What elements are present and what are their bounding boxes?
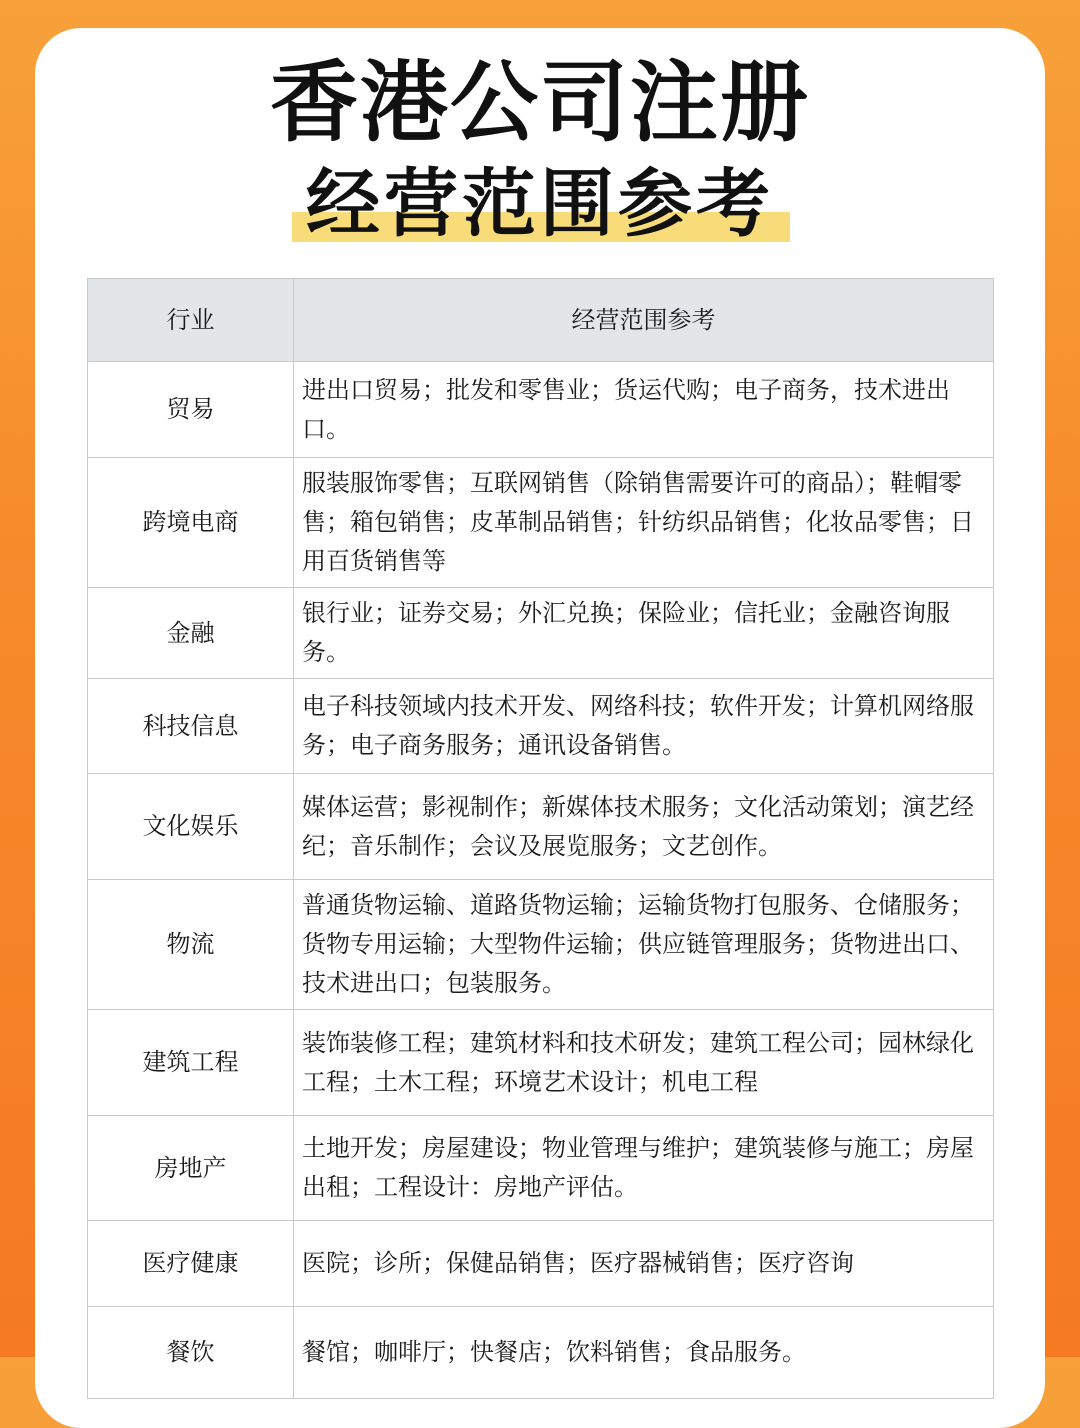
header-industry: 行业 [88, 279, 294, 362]
table-row [88, 880, 994, 1010]
scope-cell: 进出口贸易；批发和零售业；货运代购；电子商务，技术进出口。 [294, 362, 994, 458]
table-row [88, 588, 994, 679]
industry-cell: 建筑工程 [88, 1010, 294, 1116]
table-row [88, 679, 994, 774]
scope-cell: 服装服饰零售；互联网销售（除销售需要许可的商品）；鞋帽零售；箱包销售；皮革制品销售；针纺织品销售；化妆品零售；日用百货销售等 [294, 458, 994, 588]
business-scope-table [87, 278, 994, 1399]
table-row [88, 458, 994, 588]
industry-cell: 房地产 [88, 1116, 294, 1221]
subtitle-wrap [0, 160, 1080, 248]
scope-cell: 媒体运营；影视制作；新媒体技术服务；文化活动策划；演艺经纪；音乐制作；会议及展览服务；文艺创作。 [294, 774, 994, 880]
table-row [88, 1116, 994, 1221]
table-row [88, 774, 994, 880]
scope-cell: 电子科技领域内技术开发、网络科技；软件开发；计算机网络服务；电子商务服务；通讯设备销售。 [294, 679, 994, 774]
industry-cell: 跨境电商 [88, 458, 294, 588]
industry-cell: 贸易 [88, 362, 294, 458]
industry-cell: 医疗健康 [88, 1221, 294, 1307]
table-header-row [88, 279, 994, 362]
page-subtitle [298, 160, 782, 248]
table-row [88, 1221, 994, 1307]
scope-cell: 银行业；证券交易；外汇兑换；保险业；信托业；金融咨询服务。 [294, 588, 994, 679]
industry-cell: 科技信息 [88, 679, 294, 774]
industry-cell: 物流 [88, 880, 294, 1010]
page-title: 香港公司注册 [269, 50, 810, 154]
scope-cell: 普通货物运输、道路货物运输；运输货物打包服务、仓储服务；货物专用运输；大型物件运输；供应链管理服务；货物进出口、技术进出口；包装服务。 [294, 880, 994, 1010]
subtitle-text: 经营范围参考 [306, 161, 774, 247]
table-row [88, 362, 994, 458]
header-scope: 经营范围参考 [294, 279, 994, 362]
scope-cell: 土地开发；房屋建设；物业管理与维护；建筑装修与施工；房屋出租；工程设计：房地产评估。 [294, 1116, 994, 1221]
scope-cell: 装饰装修工程；建筑材料和技术研发；建筑工程公司；园林绿化工程；土木工程；环境艺术设计；机电工程 [294, 1010, 994, 1116]
scope-cell: 医院；诊所；保健品销售；医疗器械销售；医疗咨询 [294, 1221, 994, 1307]
table-row [88, 1010, 994, 1116]
industry-cell: 金融 [88, 588, 294, 679]
table-row [88, 1307, 994, 1399]
industry-cell: 文化娱乐 [88, 774, 294, 880]
scope-cell: 餐馆；咖啡厅；快餐店；饮料销售；食品服务。 [294, 1307, 994, 1399]
industry-cell: 餐饮 [88, 1307, 294, 1399]
